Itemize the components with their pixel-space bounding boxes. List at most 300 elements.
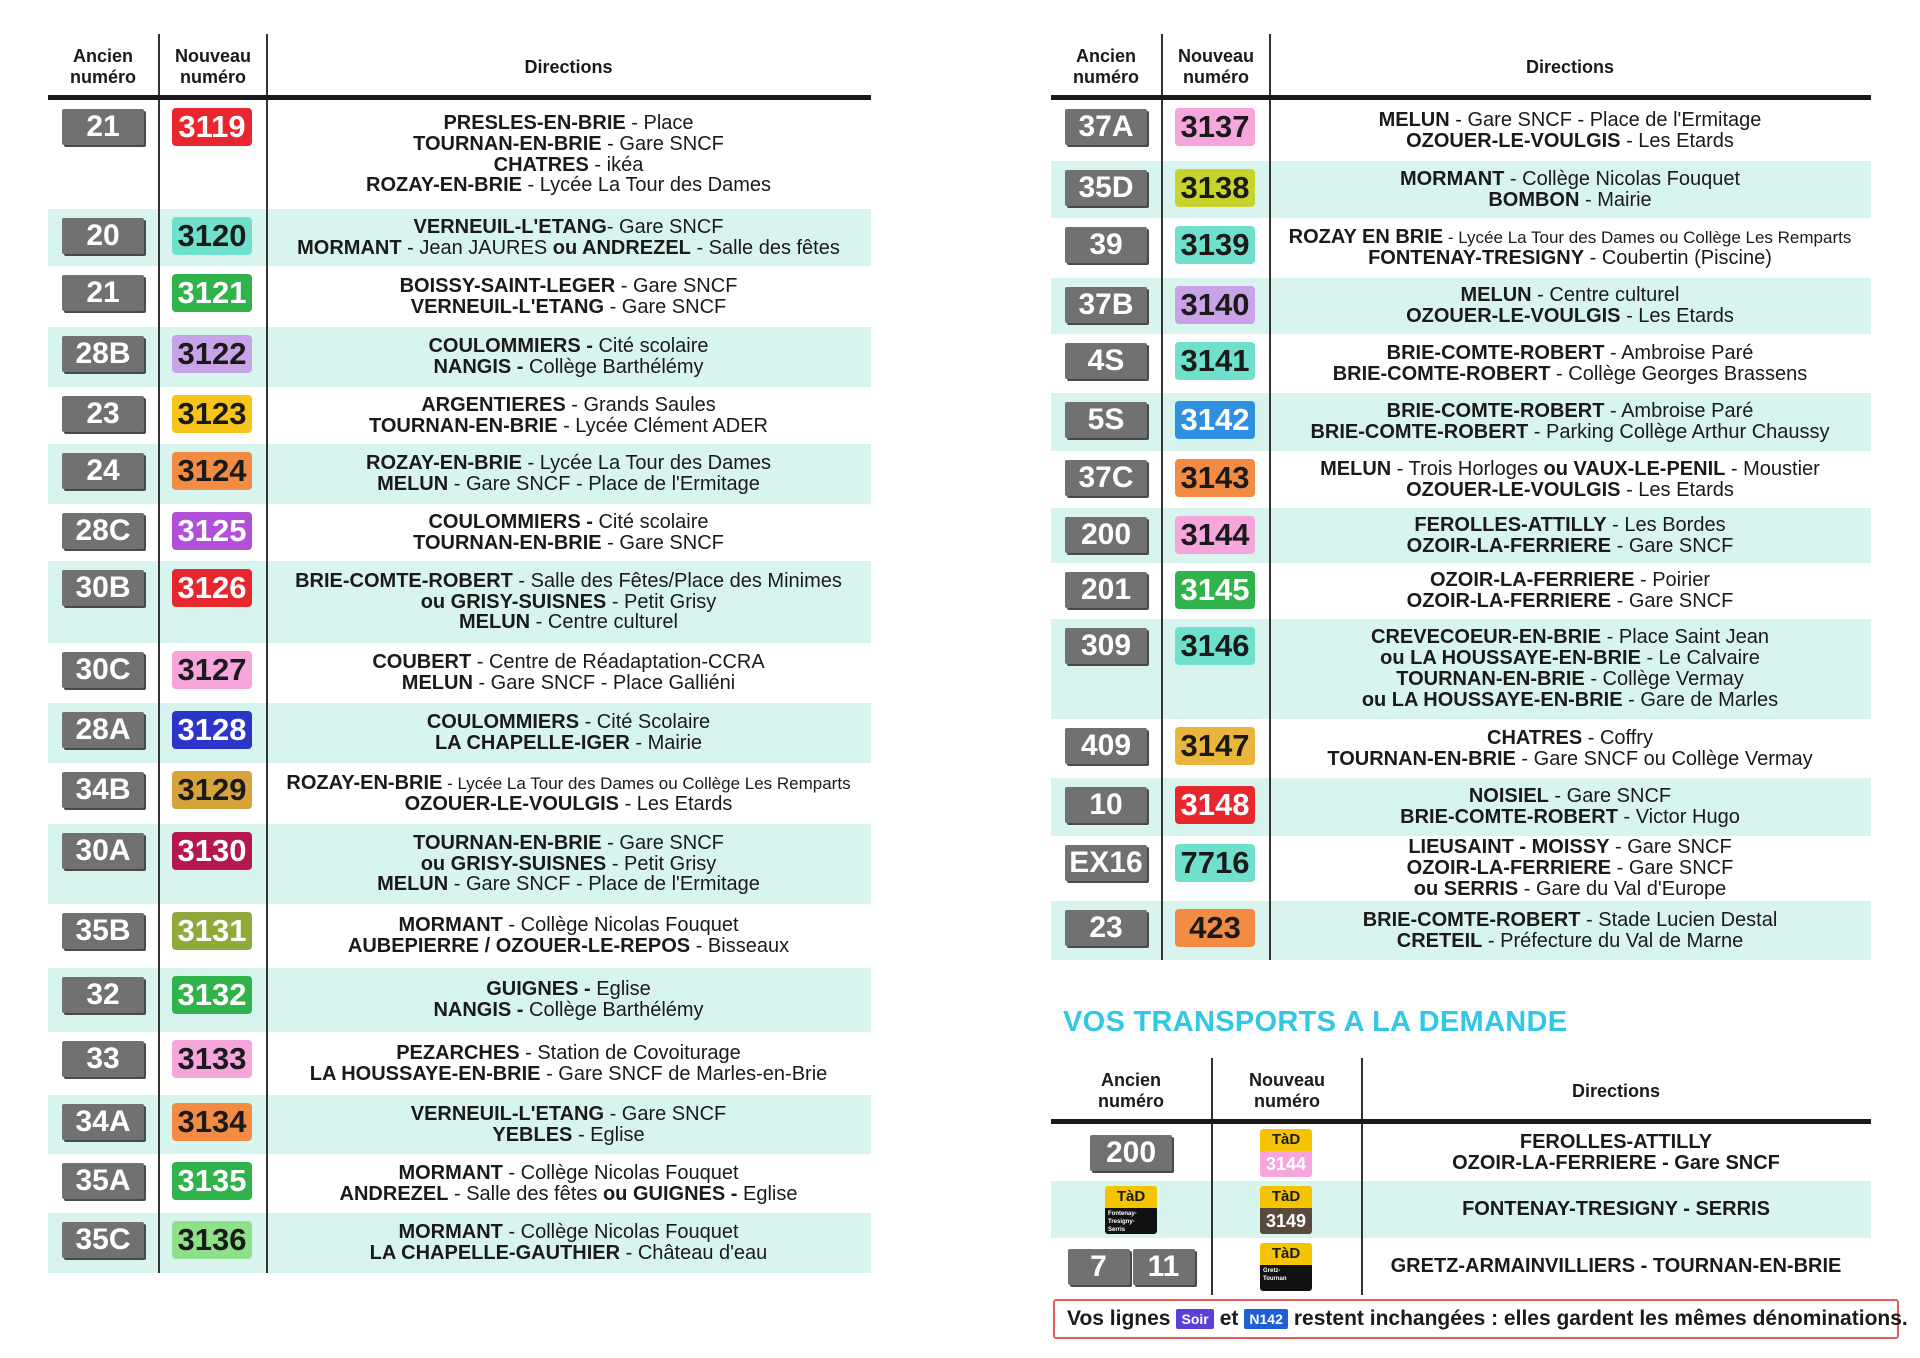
stop-detail: - Moustier	[1725, 457, 1820, 480]
stop-detail: - Station de Covoiturage	[519, 1041, 741, 1064]
table-row	[1051, 100, 1871, 161]
stop-detail: - Ambroise Paré	[1604, 400, 1754, 423]
stop-name: MELUN	[1460, 284, 1532, 307]
old-number-cell	[48, 824, 158, 904]
stop-name: MORMANT	[1399, 167, 1505, 190]
stop-detail: - Gare SNCF	[1609, 836, 1732, 859]
stop-detail: - Lycée La Tour des Dames ou Collège Les Remparts	[1443, 228, 1852, 248]
new-line-badge: 3131	[172, 912, 252, 950]
footer-text-middle: et	[1219, 1307, 1239, 1330]
directions-cell: GRETZ-ARMAINVILLIERS - TOURNAN-EN-BRIE	[1390, 1255, 1842, 1278]
old-number-cell	[48, 504, 158, 561]
direction-line	[433, 1000, 703, 1021]
old-number-cell	[48, 327, 158, 387]
direction-line	[398, 1222, 738, 1243]
stop-name: VERNEUIL-L'ETANG	[410, 295, 605, 318]
table-row	[48, 100, 871, 209]
stop-name: COULOMMIERS -	[428, 335, 593, 358]
new-number-cell	[1161, 719, 1269, 778]
table-row	[48, 387, 871, 444]
table-row	[1051, 778, 1871, 836]
stop-detail: - Gare SNCF	[1611, 857, 1734, 880]
direction-line	[295, 571, 842, 592]
stop-name: YEBLES	[492, 1123, 573, 1146]
new-number-cell	[158, 1095, 266, 1154]
new-number-cell	[1161, 161, 1269, 218]
stop-name: MORMANT	[398, 1221, 503, 1244]
old-number-cell	[1051, 508, 1161, 563]
new-line-badge: 3130	[172, 832, 252, 870]
table-row	[48, 266, 871, 327]
header-old-number: Ancien numéro	[1072, 46, 1139, 87]
stop-name: FONTENAY-TRESIGNY	[1368, 247, 1585, 269]
new-line-badge: 3139	[1175, 226, 1255, 264]
stop-name: COUBERT	[372, 651, 472, 674]
direction-line	[1487, 728, 1653, 749]
direction-line	[366, 453, 771, 474]
new-number-cell	[1211, 1124, 1361, 1181]
stop-name: NANGIS -	[433, 999, 524, 1021]
direction-line	[1387, 401, 1754, 422]
tad-row	[1051, 1124, 1871, 1181]
tad-new-number: 3149	[1260, 1208, 1312, 1234]
direction-line	[1414, 515, 1725, 536]
tad-label: TàD	[1260, 1243, 1312, 1265]
direction-line	[1406, 480, 1734, 501]
new-line-badge: 3147	[1175, 727, 1255, 765]
tad-new-number: 3144	[1260, 1151, 1312, 1177]
stop-name: LIEUSAINT - MOISSY	[1408, 836, 1610, 859]
stop-name: COULOMMIERS -	[428, 510, 593, 533]
tad-label: TàD	[1260, 1129, 1312, 1151]
direction-line	[421, 395, 716, 416]
directions-cell	[1269, 508, 1871, 563]
stop-name: MELUN	[1320, 457, 1392, 480]
new-number-cell	[1161, 393, 1269, 451]
direction-line	[428, 336, 708, 357]
direction-line	[1406, 306, 1734, 327]
new-number-cell	[158, 968, 266, 1032]
stop-name: FEROLLES-ATTILLY	[1414, 513, 1607, 536]
stop-detail: - Collège Georges Brassens	[1550, 362, 1808, 385]
stop-detail: - Victor Hugo	[1617, 806, 1740, 828]
direction-line	[1371, 627, 1769, 648]
new-number-cell	[158, 327, 266, 387]
stop-detail: - Gare SNCF - Place de l'Ermitage	[448, 873, 760, 896]
direction-line	[421, 592, 717, 613]
direction-line	[340, 1184, 798, 1205]
direction-line	[396, 1043, 741, 1064]
stop-detail: - Coffry	[1582, 726, 1653, 749]
stop-detail: - Gare SNCF	[615, 274, 738, 297]
table-row	[48, 904, 871, 968]
new-number-cell	[158, 824, 266, 904]
new-line-badge: 3125	[172, 512, 252, 550]
old-number-cell	[48, 1095, 158, 1154]
stop-name: ou GUIGNES -	[602, 1182, 738, 1205]
old-number-cell	[48, 643, 158, 703]
new-number-cell	[1161, 563, 1269, 619]
stop-detail: - Gare SNCF - Place de l'Ermitage	[1449, 108, 1762, 131]
direction-line	[405, 794, 733, 815]
stop-detail: - Gare SNCF	[1548, 785, 1672, 808]
stop-detail: - Petit Grisy	[606, 852, 717, 875]
new-line-badge: 7716	[1175, 844, 1255, 882]
stop-name: ou VAUX-LE-PENIL	[1543, 457, 1726, 480]
stop-name: BRIE-COMTE-ROBERT	[1386, 400, 1605, 423]
table-row	[1051, 218, 1871, 278]
new-number-cell	[1161, 508, 1269, 563]
old-line-badge: 39	[1065, 227, 1147, 263]
stop-detail: - Collège Nicolas Fouquet	[502, 1221, 739, 1244]
old-number-cell	[1051, 778, 1161, 836]
stop-name: OZOUER-LE-VOULGIS	[404, 792, 620, 815]
stop-detail: - Place Saint Jean	[1601, 626, 1769, 649]
new-line-badge: 3129	[172, 771, 252, 809]
stop-name: ROZAY-EN-BRIE	[366, 452, 522, 475]
directions-cell: FONTENAY-TRESIGNY - SERRIS	[1462, 1198, 1770, 1221]
old-number-cell	[48, 444, 158, 504]
stop-name: OZOIR-LA-FERRIERE	[1406, 534, 1612, 557]
stop-detail: - Les Etards	[1620, 129, 1734, 152]
tad-new-number: Gretz- Tournan	[1260, 1265, 1312, 1291]
new-number-cell	[158, 444, 266, 504]
stop-detail: - Salle des fêtes	[690, 236, 840, 259]
new-line-badge: 3146	[1175, 627, 1255, 665]
stop-detail: - Gare SNCF	[606, 215, 724, 238]
old-number-cell	[48, 387, 158, 444]
stop-name: MELUN	[377, 473, 449, 495]
stop-name: BRIE-COMTE-ROBERT	[1400, 806, 1618, 828]
stop-detail: Collège Barthélémy	[523, 999, 704, 1021]
new-number-cell	[158, 643, 266, 703]
new-line-badge: 3148	[1175, 786, 1255, 824]
direction-line	[413, 134, 724, 155]
new-number-cell	[1161, 901, 1269, 960]
directions-cell	[266, 904, 871, 968]
old-line-badge: 200	[1090, 1135, 1172, 1171]
stop-name: TOURNAN-EN-BRIE	[1396, 668, 1585, 690]
direction-line	[459, 612, 678, 633]
direction-line	[398, 1163, 738, 1184]
directions-cell	[266, 266, 871, 327]
stop-name: BRIE-COMTE-ROBERT	[295, 569, 513, 592]
old-line-badge: 21	[62, 275, 144, 311]
stop-detail: Cité scolaire	[592, 510, 709, 533]
old-number-cell	[1051, 393, 1161, 451]
footer-note	[1053, 1299, 1908, 1339]
table-header	[1051, 34, 1871, 100]
column-divider	[1269, 100, 1271, 960]
header-directions: Directions	[524, 56, 613, 77]
stop-name: VERNEUIL-L'ETANG	[410, 1102, 605, 1125]
stop-detail: - Petit Grisy	[606, 590, 717, 613]
old-line-pair	[1068, 1249, 1195, 1285]
stop-name: CRETEIL	[1396, 929, 1483, 952]
direction-line	[435, 733, 702, 754]
directions-cell	[1269, 619, 1871, 719]
direction-line	[427, 712, 710, 733]
new-line-badge: 3135	[172, 1162, 252, 1200]
directions-cell	[266, 387, 871, 444]
tad-row	[1051, 1238, 1871, 1295]
stop-name: ou LA HOUSSAYE-EN-BRIE	[1380, 647, 1641, 670]
stop-name: LA HOUSSAYE-EN-BRIE	[309, 1062, 541, 1085]
stop-detail: - Gare du Val d'Europe	[1518, 877, 1727, 900]
new-number-cell	[158, 561, 266, 643]
stop-name: ROZAY-EN-BRIE	[366, 174, 522, 197]
stop-detail: - Salle des Fêtes/Place des Minimes	[512, 569, 842, 592]
stop-name: CHATRES	[493, 153, 589, 176]
direction-line	[1327, 749, 1812, 770]
directions-cell	[266, 703, 871, 763]
stop-name: OZOIR-LA-FERRIERE	[1406, 857, 1612, 880]
direction-line	[411, 1104, 727, 1125]
new-number-cell	[158, 266, 266, 327]
stop-detail: - Le Calvaire	[1640, 647, 1760, 670]
column-divider	[158, 34, 160, 95]
new-line-badge: 3138	[1175, 169, 1255, 207]
table-row	[48, 643, 871, 703]
directions-cell	[1269, 451, 1871, 508]
old-number-cell	[1051, 719, 1161, 778]
old-line-badge: 34B	[62, 772, 144, 808]
stop-name: BRIE-COMTE-ROBERT	[1386, 341, 1605, 364]
direction-line	[421, 854, 717, 875]
new-number-cell	[1161, 778, 1269, 836]
old-number-cell	[1051, 1181, 1211, 1238]
table-row	[48, 1095, 871, 1154]
new-number-cell	[1211, 1181, 1361, 1238]
old-number-cell	[1051, 278, 1161, 334]
stop-name: TOURNAN-EN-BRIE	[413, 531, 602, 554]
direction-line	[286, 773, 850, 794]
stop-name: ou ANDREZEL	[552, 236, 691, 259]
old-line-badge: 10	[1065, 787, 1147, 823]
old-number-cell	[48, 561, 158, 643]
stop-name: ARGENTIERES	[421, 393, 566, 416]
stop-detail: - Bisseaux	[690, 935, 790, 957]
directions-cell	[1269, 100, 1871, 161]
new-line-badge: 3127	[172, 651, 252, 689]
new-line-badge: 3136	[172, 1221, 252, 1259]
directions-cell	[1269, 778, 1871, 836]
soir-line-badge: Soir	[1176, 1309, 1213, 1329]
stop-name: LA CHAPELLE-GAUTHIER	[369, 1242, 621, 1264]
stop-name: PEZARCHES	[396, 1041, 520, 1064]
stop-name: LA CHAPELLE-IGER	[434, 732, 630, 754]
stop-detail: - Jean JAURES	[401, 236, 553, 259]
old-number-cell	[1051, 619, 1161, 719]
column-divider	[1361, 1124, 1363, 1295]
directions-cell	[1269, 278, 1871, 334]
new-number-cell	[158, 504, 266, 561]
table-row	[1051, 393, 1871, 451]
new-line-badge: 3121	[172, 274, 252, 312]
old-line-badge: 30C	[62, 652, 144, 688]
new-line-badge: 3123	[172, 395, 252, 433]
directions-cell	[266, 824, 871, 904]
header-new-number: Nouveau numéro	[1177, 46, 1255, 87]
stop-detail: - Gare SNCF	[1611, 534, 1734, 557]
old-line-badge: 37B	[1065, 287, 1147, 323]
directions-cell	[266, 1213, 871, 1273]
new-line-badge: 3134	[172, 1103, 252, 1141]
old-number-cell	[48, 763, 158, 824]
new-line-badge: 3133	[172, 1040, 252, 1078]
old-number-cell	[1051, 1238, 1211, 1295]
column-divider	[266, 100, 268, 1273]
stop-detail: - Gare SNCF de Marles-en-Brie	[540, 1062, 828, 1085]
stop-detail: - Gare SNCF	[601, 531, 724, 554]
directions-cell	[1269, 901, 1871, 960]
new-line-badge: 3142	[1175, 401, 1255, 439]
direction-line	[1379, 110, 1762, 131]
stop-name: TOURNAN-EN-BRIE	[413, 831, 602, 854]
stop-name: TOURNAN-EN-BRIE	[413, 132, 602, 155]
new-number-cell	[158, 763, 266, 824]
direction-line	[402, 673, 735, 694]
stop-detail: - Gare SNCF	[1611, 590, 1734, 612]
stop-name: OZOUER-LE-VOULGIS	[1406, 478, 1621, 501]
new-line-badge: 3128	[172, 711, 252, 749]
stop-detail: - Centre culturel	[530, 611, 678, 634]
stop-detail: - Gare SNCF ou Collège Vermay	[1515, 747, 1813, 770]
old-number-cell	[48, 904, 158, 968]
new-line-badge: 3122	[172, 335, 252, 373]
stop-name: ou GRISY-SUISNES	[420, 590, 607, 613]
stop-detail: - Stade Lucien Destal	[1580, 908, 1778, 931]
header-old-number: Ancien numéro	[69, 46, 136, 87]
header-old-number: Ancien numéro	[1097, 1070, 1164, 1111]
direction-line	[413, 533, 724, 554]
stop-name: CHATRES	[1487, 726, 1583, 749]
stop-detail: - Les Etards	[619, 792, 733, 815]
old-number-cell	[48, 1154, 158, 1213]
old-number-cell	[48, 1032, 158, 1095]
direction-line	[433, 357, 703, 378]
old-line-badge: 35B	[62, 913, 144, 949]
stop-name: ou LA HOUSSAYE-EN-BRIE	[1361, 688, 1623, 711]
direction-line	[414, 217, 724, 238]
stop-detail: - Château d'eau	[620, 1242, 768, 1264]
stop-name: TOURNAN-EN-BRIE	[369, 414, 558, 437]
old-line-badge: 30B	[62, 570, 144, 606]
direction-line	[1407, 591, 1734, 612]
old-line-badge: 33	[62, 1041, 144, 1077]
table-body	[1051, 100, 1871, 960]
directions-cell	[266, 100, 871, 209]
stop-detail: - Collège Vermay	[1584, 668, 1744, 690]
stop-detail: - Les Bordes	[1606, 513, 1726, 536]
stop-name: BRIE-COMTE-ROBERT	[1332, 362, 1551, 385]
new-number-cell	[1161, 836, 1269, 901]
old-number-cell	[1051, 218, 1161, 278]
stop-detail: - Eglise	[572, 1123, 645, 1146]
stop-detail: - Centre culturel	[1531, 284, 1680, 307]
direction-line	[372, 652, 764, 673]
stop-name: PRESLES-EN-BRIE	[443, 111, 626, 134]
table-row	[1051, 563, 1871, 619]
stop-detail: - Gare SNCF	[601, 831, 724, 854]
stop-detail: - Parking Collège Arthur Chaussy	[1528, 421, 1830, 443]
tad-new-chip	[1260, 1186, 1312, 1234]
header-new-number: Nouveau numéro	[174, 46, 252, 87]
direction-line	[1333, 364, 1808, 385]
stop-name: OZOIR-LA-FERRIERE	[1406, 590, 1612, 612]
column-divider	[158, 100, 160, 1273]
column-divider	[1161, 100, 1163, 960]
new-line-badge: 3120	[172, 217, 252, 255]
table-row	[48, 209, 871, 266]
directions-cell	[266, 1032, 871, 1095]
stop-name: VERNEUIL-L'ETANG	[413, 215, 607, 238]
table-row	[1051, 508, 1871, 563]
stop-name: ou SERRIS	[1413, 877, 1519, 900]
direction-line	[1407, 858, 1734, 879]
stop-name: GUIGNES -	[486, 978, 591, 1001]
direction-line	[1397, 931, 1743, 952]
directions-cell	[266, 968, 871, 1032]
old-line-badge: 7	[1068, 1249, 1130, 1285]
stop-detail: - Cité Scolaire	[579, 711, 711, 734]
table-row	[48, 327, 871, 387]
stop-name: MELUN	[1378, 108, 1450, 131]
left-lines-table	[48, 34, 871, 1273]
old-line-badge: 201	[1065, 572, 1147, 608]
stop-detail: - Gare SNCF - Place de l'Ermitage	[448, 473, 760, 495]
tad-old-chip	[1105, 1186, 1157, 1234]
table-row	[48, 504, 871, 561]
stop-name: ROZAY EN BRIE	[1288, 226, 1444, 249]
directions-cell	[266, 1154, 871, 1213]
old-line-badge: 23	[62, 396, 144, 432]
stop-name: MORMANT	[398, 914, 503, 937]
stop-detail: - Collège Nicolas Fouquet	[1504, 167, 1741, 190]
table-row	[48, 444, 871, 504]
column-divider	[266, 34, 268, 95]
stop-name: MORMANT	[297, 236, 402, 259]
stop-name: OZOIR-LA-FERRIERE	[1429, 569, 1635, 592]
stop-detail: - Poirier	[1634, 569, 1710, 592]
old-number-cell	[48, 209, 158, 266]
table-header	[1051, 1058, 1871, 1124]
new-number-cell	[1161, 218, 1269, 278]
table-row	[48, 703, 871, 763]
direction-line	[1430, 570, 1710, 591]
table-row	[1051, 901, 1871, 960]
old-number-cell	[1051, 1124, 1211, 1181]
stop-detail: - Grands Saules	[565, 393, 716, 416]
table-row	[1051, 451, 1871, 508]
old-number-cell	[1051, 334, 1161, 393]
table-row	[48, 1213, 871, 1273]
stop-name: BRIE-COMTE-ROBERT	[1310, 421, 1529, 443]
table-body	[1051, 1124, 1871, 1295]
old-line-badge: 21	[62, 109, 144, 145]
direction-line	[1396, 669, 1743, 690]
new-line-badge: 3132	[172, 976, 252, 1014]
direction-line	[1461, 285, 1680, 306]
old-line-badge: 409	[1065, 728, 1147, 764]
direction-line	[297, 238, 840, 259]
directions-cell	[1269, 218, 1871, 278]
directions-cell	[1269, 836, 1871, 901]
stop-detail: Cité scolaire	[592, 335, 709, 358]
tad-new-chip	[1260, 1243, 1312, 1291]
table-row	[48, 968, 871, 1032]
stop-detail: - ikéa	[588, 153, 644, 176]
